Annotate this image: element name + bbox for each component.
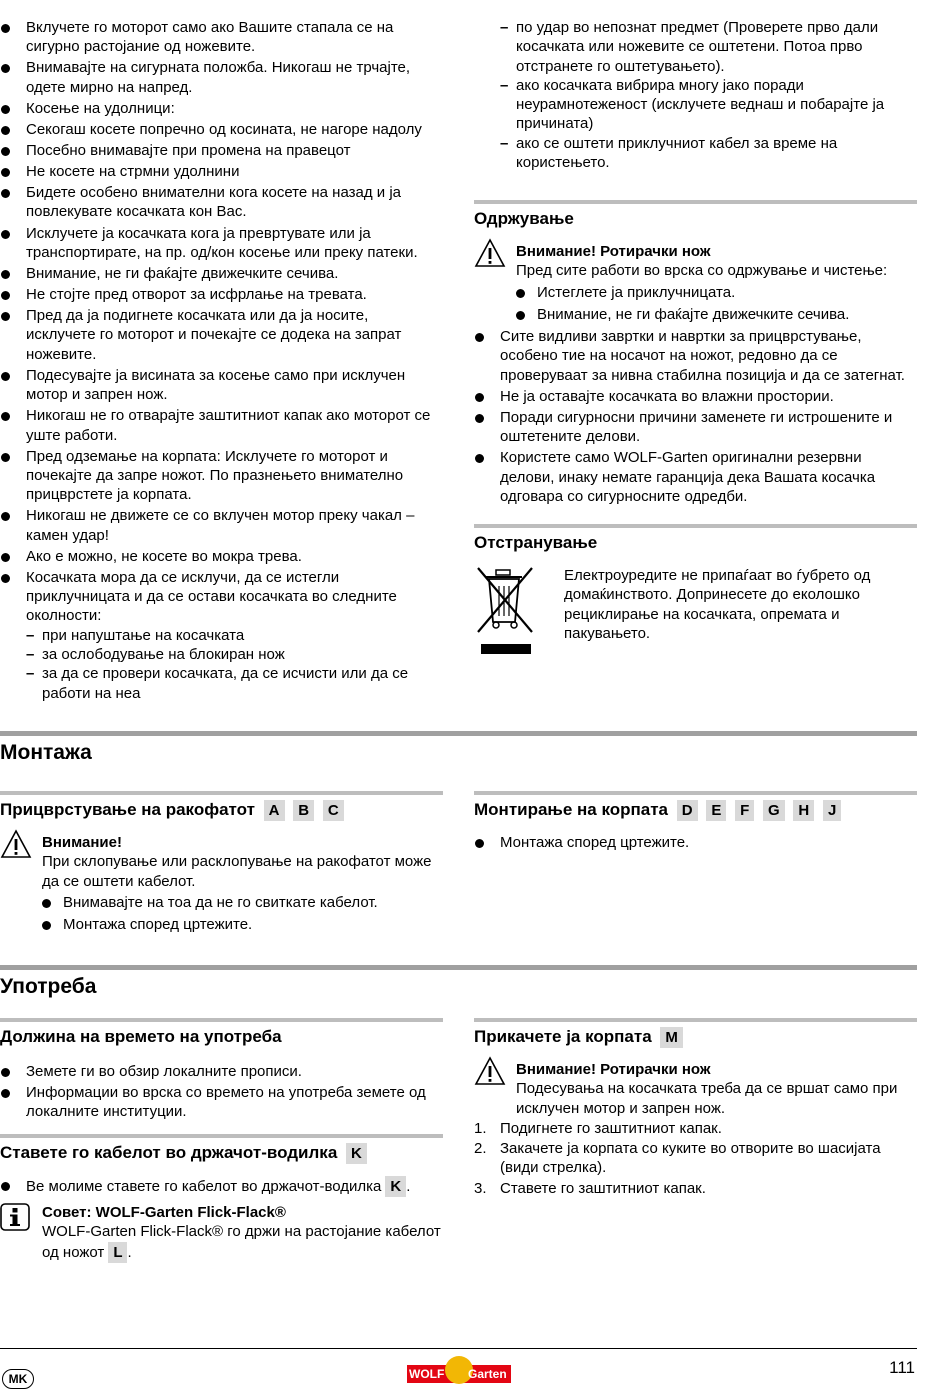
step-item [474, 1139, 917, 1178]
tip-title: Совет: WOLF-Garten Flick-Flack® [42, 1204, 286, 1221]
steps-list [474, 1119, 917, 1198]
section-heading [0, 1134, 443, 1164]
wolf-garten-logo [407, 1356, 511, 1384]
section-heading [474, 791, 917, 821]
section-heading-text: Монтирање на корпата [474, 800, 669, 819]
list-item: Поради сигурносни причини заменете ги истрошените и оштетените делови. [474, 408, 917, 447]
list-item: Внимание, не ги фаќајте движечките сечива. [516, 305, 917, 324]
list-item: Земете ги во обзир локалните прописи. [0, 1062, 443, 1081]
step-number: 3. [474, 1179, 487, 1197]
dash-list [26, 626, 440, 703]
section-heading-text: Прицврстување на ракофатот [0, 800, 255, 819]
list-item [0, 568, 440, 703]
major-heading-usage: Употреба [0, 965, 917, 999]
tip-block [0, 1203, 443, 1263]
warning-text: Подесувања на косачката треба да се вршат само при исклучен мотор и запрен нож. [516, 1080, 898, 1117]
step-text: Ставете го заштитниот капак. [500, 1179, 706, 1197]
warning-text: Пред сите работи во врска со одржување и чистење: [516, 262, 888, 280]
list-item: Не косете на стрмни удолнини [0, 162, 440, 181]
list-item: Монтажа според цртежите. [474, 833, 917, 852]
list-item: Користете само WOLF-Garten оригинални резервни делови, инаку немате гаранција дека Вашата косачка одговара со сигурносните одредби. [474, 448, 917, 506]
list-item: Истеглете ја приклучницата. [516, 283, 917, 302]
list-item: Посебно внимавајте при промена на правецот [0, 141, 440, 160]
list-item: Не ја оставајте косачката во влажни простории. [474, 387, 917, 406]
figure-tag: E [706, 800, 726, 821]
list-item: Информации во врска со времето на употреба земете од локалните институции. [0, 1083, 443, 1122]
warning-block [0, 833, 443, 934]
tip-text-end: . [127, 1243, 132, 1261]
usage-duration-list [0, 1062, 443, 1122]
grass-catcher-section [0, 791, 443, 934]
basket-mount-list [474, 833, 917, 852]
step-item [474, 1119, 917, 1138]
section-heading [0, 791, 443, 821]
list-item: Сите видливи завртки и навртки за прицврстување, особено тие на носачот на ножот, редовно да се проверуваат за нивна стабилна позиција и да се затегнат. [474, 327, 917, 385]
disposal-text: Електроуредите не припаѓаат во ѓубрето од домаќинството. Допринесете до еколошко рециклирање на косачката, опремата и пакувањето. [564, 567, 871, 642]
info-icon [0, 1203, 30, 1231]
warning-title: Внимание! Ротирачки нож [516, 1061, 711, 1078]
figure-tag: J [823, 800, 841, 821]
right-column [474, 18, 917, 172]
list-item: Вклучете го моторот само ако Вашите стапала се на сигурно растојание од ножевите. [0, 18, 440, 57]
usage-duration-section [0, 1018, 443, 1123]
list-item-text: Косачката мора да се исклучи, да се истегли приклучницата и да се остави косачката во следните околности: [26, 568, 397, 625]
dash-item: – по удар во непознат предмет (Проверете прво дали косачката или ножевите се оштетени. Потоа прво отстранете го оштетувањето). [474, 18, 917, 76]
list-item: Косење на удолници: [0, 99, 440, 118]
section-heading-text: Прикачете ја корпата [474, 1027, 652, 1046]
list-item: Исклучете ја косачката кога ја превртувате или ја транспортирате, на пр. од/кон косење или преку патеки. [0, 224, 440, 263]
page-number: 111 [889, 1358, 915, 1377]
list-item: Внимавајте на сигурната положба. Никогаш не трчајте, одете мирно на напред. [0, 58, 440, 97]
figure-tag: C [323, 800, 344, 821]
figure-tag: F [735, 800, 754, 821]
left-column [0, 18, 440, 705]
list-item: Монтажа според цртежите. [42, 915, 443, 934]
step-number: 1. [474, 1119, 487, 1137]
list-item: Никогаш не го отварајте заштитниот капак ако моторот се уште работи. [0, 406, 440, 445]
warning-icon [0, 829, 32, 859]
tip-text [42, 1222, 443, 1262]
dash-list-continued [474, 18, 917, 172]
language-badge: MK [2, 1369, 34, 1389]
attach-basket-section [474, 1018, 917, 1199]
section-heading [474, 1018, 917, 1048]
warning-text: При склопување или расклопување на ракофатот може да се оштети кабелот. [42, 853, 432, 890]
logo-text-left: WOLF [409, 1367, 445, 1381]
warning-title: Внимание! [42, 834, 122, 851]
section-heading: Отстранување [474, 524, 917, 554]
weee-bin-icon [474, 564, 536, 656]
step-text: Подигнете го заштитниот капак. [500, 1119, 722, 1137]
cable-holder-section [0, 1134, 443, 1263]
list-item: Подесувајте ја висината за косење само при исклучен мотор и запрен нож. [0, 366, 440, 405]
section-heading: Должина на времето на употреба [0, 1018, 443, 1048]
warning-icon [474, 238, 506, 268]
footer-divider [0, 1348, 917, 1349]
list-item: Пред да ја подигнете косачката или да ја носите, исклучете го моторот и почекајте се додека на запрат ножевите. [0, 306, 440, 364]
basket-mount-section [474, 791, 917, 854]
warning-sublist [516, 283, 917, 324]
warning-sublist [42, 893, 443, 934]
list-item: Внимание, не ги фаќајте движечките сечива. [0, 264, 440, 283]
dash-item: – за да се провери косачката, да се исчисти или да се работи на неа [26, 664, 440, 703]
warning-block [474, 242, 917, 324]
list-item: Не стојте пред отворот за исфрлање на тревата. [0, 285, 440, 304]
maintenance-list [474, 327, 917, 506]
step-number: 2. [474, 1140, 487, 1158]
dash-item: – ако се оштети приклучниот кабел за време на користењето. [474, 134, 917, 173]
safety-list [0, 18, 440, 703]
warning-block [474, 1060, 917, 1118]
figure-tag: K [346, 1143, 367, 1164]
figure-tag: K [385, 1176, 406, 1197]
figure-tag: D [677, 800, 698, 821]
dash-item: – за ослободување на блокиран нож [26, 645, 440, 664]
figure-tag: M [660, 1027, 683, 1048]
list-item: Никогаш не движете се со вклучен мотор преку чакал – камен удар! [0, 506, 440, 545]
list-item-text: Ве молиме ставете го кабелот во држачот-водилка [26, 1178, 382, 1195]
disposal-section [474, 524, 917, 643]
list-item-end: . [406, 1178, 411, 1195]
section-heading-text: Ставете го кабелот во држачот-водилка [0, 1143, 338, 1162]
section-heading: Одржување [474, 200, 917, 230]
warning-icon [474, 1056, 506, 1086]
maintenance-section [474, 200, 917, 508]
tip-text-body: WOLF-Garten Flick-Flack® го држи на растојание кабелот од ножот [42, 1223, 441, 1261]
warning-title: Внимание! Ротирачки нож [516, 243, 711, 260]
list-item: Бидете особено внимателни кога косете на назад и ја повлекувате косачката кон Вас. [0, 183, 440, 222]
dash-item: – ако косачката вибрира многу јако поради неурамнотеженост (исклучете веднаш и побарајте ја причината) [474, 76, 917, 134]
list-item: Ако е можно, не косете во мокра трева. [0, 547, 440, 566]
figure-tag: G [763, 800, 785, 821]
list-item [0, 1176, 443, 1197]
major-heading-montage: Монтажа [0, 731, 917, 765]
dash-item: – при напуштање на косачката [26, 626, 440, 645]
step-item [474, 1179, 917, 1198]
figure-tag: A [264, 800, 285, 821]
logo-text-right: Garten [468, 1367, 507, 1381]
figure-tag: L [108, 1242, 127, 1263]
list-item: Внимавајте на тоа да не го свиткате кабелот. [42, 893, 443, 912]
step-text: Закачете ја корпата со куките во отворите во шасијата (види стрелка). [500, 1140, 881, 1177]
figure-tag: H [793, 800, 814, 821]
list-item: Секогаш косете попречно од косината, не нагоре надолу [0, 120, 440, 139]
figure-tag: B [293, 800, 314, 821]
list-item: Пред одземање на корпата: Исклучете го моторот и почекајте да запре ножот. По празнењето внимателно прицврстете ја корпата. [0, 447, 440, 505]
cable-holder-list [0, 1176, 443, 1197]
